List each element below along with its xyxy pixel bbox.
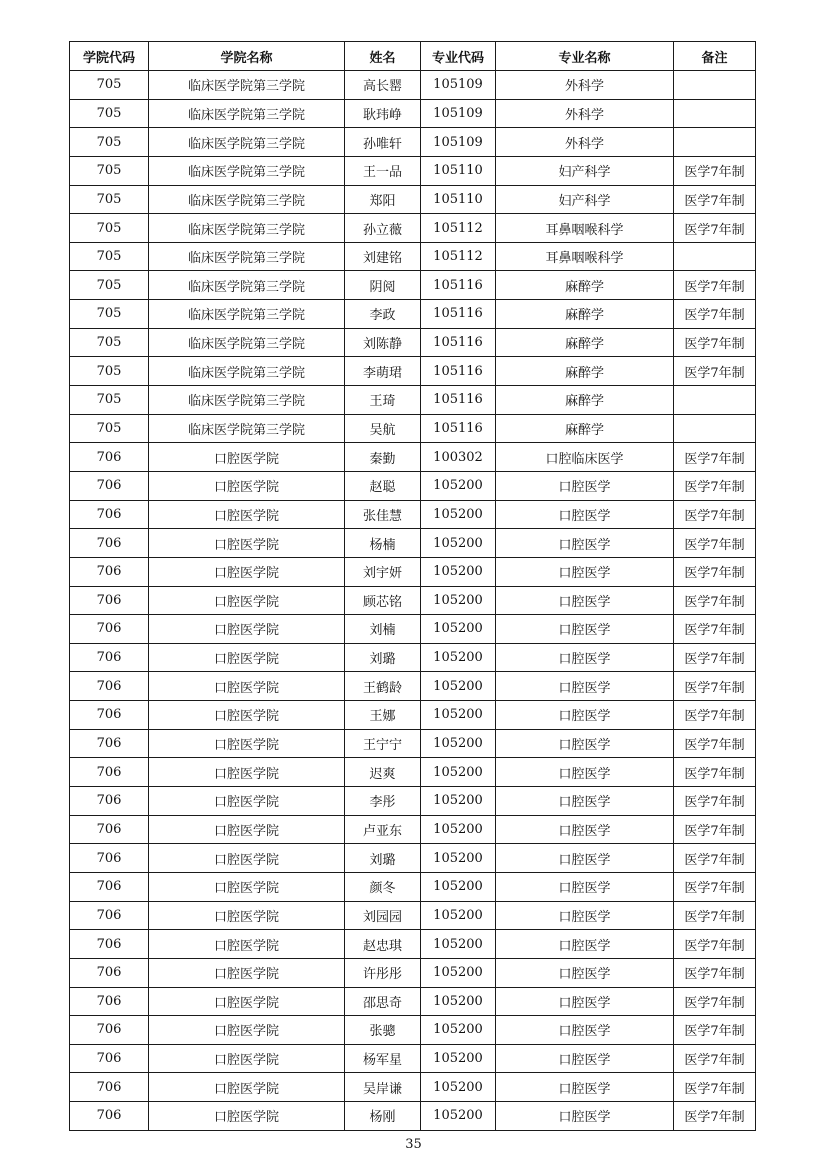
major-code-cell: 105200: [421, 787, 496, 816]
student-roster-table: [69, 41, 756, 1131]
major-code-cell: 105110: [421, 185, 496, 214]
student-name-cell: 孙唯轩: [345, 128, 421, 157]
remarks-cell: 医学7年制: [674, 987, 756, 1016]
major-code-cell: 105200: [421, 815, 496, 844]
major-code-cell: 100302: [421, 443, 496, 472]
college-name-cell: 临床医学院第三学院: [149, 214, 345, 243]
college-name-cell: 口腔医学院: [149, 758, 345, 787]
college-code-cell: 705: [70, 271, 149, 300]
student-name-cell: 杨军星: [345, 1044, 421, 1073]
major-name-cell: 口腔医学: [496, 586, 674, 615]
college-code-cell: 706: [70, 758, 149, 787]
college-name-cell: 口腔医学院: [149, 901, 345, 930]
college-name-cell: 口腔医学院: [149, 987, 345, 1016]
remarks-cell: 医学7年制: [674, 615, 756, 644]
college-code-cell: 706: [70, 500, 149, 529]
remarks-cell: 医学7年制: [674, 357, 756, 386]
student-name-cell: 赵聪: [345, 471, 421, 500]
major-name-cell: 外科学: [496, 128, 674, 157]
college-name-cell: 临床医学院第三学院: [149, 271, 345, 300]
remarks-cell: 医学7年制: [674, 672, 756, 701]
table-row: [70, 128, 756, 157]
major-name-cell: 耳鼻咽喉科学: [496, 242, 674, 271]
college-name-cell: 临床医学院第三学院: [149, 185, 345, 214]
table-row: [70, 1044, 756, 1073]
student-name-cell: 张佳慧: [345, 500, 421, 529]
remarks-cell: 医学7年制: [674, 214, 756, 243]
remarks-cell: 医学7年制: [674, 500, 756, 529]
remarks-cell: [674, 386, 756, 415]
student-name-cell: 张骢: [345, 1016, 421, 1045]
major-code-cell: 105109: [421, 99, 496, 128]
college-code-cell: 705: [70, 386, 149, 415]
college-name-cell: 口腔医学院: [149, 1102, 345, 1131]
remarks-cell: 医学7年制: [674, 1044, 756, 1073]
college-code-cell: 705: [70, 242, 149, 271]
remarks-cell: 医学7年制: [674, 729, 756, 758]
college-code-cell: 705: [70, 128, 149, 157]
major-name-cell: 口腔医学: [496, 672, 674, 701]
remarks-cell: 医学7年制: [674, 901, 756, 930]
header-major-code: 专业代码: [421, 42, 496, 71]
college-code-cell: 706: [70, 958, 149, 987]
college-name-cell: 口腔医学院: [149, 471, 345, 500]
college-name-cell: 口腔医学院: [149, 1073, 345, 1102]
major-name-cell: 口腔医学: [496, 844, 674, 873]
college-code-cell: 705: [70, 328, 149, 357]
college-name-cell: 临床医学院第三学院: [149, 99, 345, 128]
college-name-cell: 口腔医学院: [149, 500, 345, 529]
college-name-cell: 口腔医学院: [149, 615, 345, 644]
remarks-cell: 医学7年制: [674, 156, 756, 185]
college-name-cell: 临床医学院第三学院: [149, 386, 345, 415]
student-name-cell: 颜冬: [345, 872, 421, 901]
major-code-cell: 105116: [421, 271, 496, 300]
college-name-cell: 临床医学院第三学院: [149, 71, 345, 100]
table-row: [70, 443, 756, 472]
remarks-cell: 医学7年制: [674, 557, 756, 586]
major-code-cell: 105116: [421, 414, 496, 443]
student-name-cell: 王琦: [345, 386, 421, 415]
remarks-cell: 医学7年制: [674, 844, 756, 873]
college-code-cell: 705: [70, 71, 149, 100]
major-code-cell: 105200: [421, 729, 496, 758]
major-name-cell: 妇产科学: [496, 185, 674, 214]
college-code-cell: 706: [70, 787, 149, 816]
college-code-cell: 706: [70, 844, 149, 873]
table-header: [70, 42, 756, 71]
major-code-cell: 105200: [421, 901, 496, 930]
header-college-code: 学院代码: [70, 42, 149, 71]
remarks-cell: 医学7年制: [674, 872, 756, 901]
table-row: [70, 557, 756, 586]
table-row: [70, 529, 756, 558]
college-name-cell: 临床医学院第三学院: [149, 328, 345, 357]
college-code-cell: 706: [70, 443, 149, 472]
student-name-cell: 秦勤: [345, 443, 421, 472]
college-code-cell: 706: [70, 615, 149, 644]
major-code-cell: 105200: [421, 844, 496, 873]
major-name-cell: 口腔医学: [496, 557, 674, 586]
college-name-cell: 口腔医学院: [149, 1044, 345, 1073]
major-code-cell: 105200: [421, 987, 496, 1016]
table-row: [70, 300, 756, 329]
student-name-cell: 吴航: [345, 414, 421, 443]
college-name-cell: 临床医学院第三学院: [149, 156, 345, 185]
major-code-cell: 105200: [421, 930, 496, 959]
college-name-cell: 口腔医学院: [149, 643, 345, 672]
college-code-cell: 705: [70, 300, 149, 329]
college-code-cell: 706: [70, 672, 149, 701]
college-name-cell: 临床医学院第三学院: [149, 242, 345, 271]
student-name-cell: 高长罂: [345, 71, 421, 100]
major-name-cell: 妇产科学: [496, 156, 674, 185]
major-name-cell: 麻醉学: [496, 300, 674, 329]
table-row: [70, 99, 756, 128]
major-code-cell: 105200: [421, 672, 496, 701]
college-code-cell: 706: [70, 987, 149, 1016]
student-name-cell: 王宁宁: [345, 729, 421, 758]
major-name-cell: 口腔临床医学: [496, 443, 674, 472]
remarks-cell: [674, 414, 756, 443]
table-row: [70, 901, 756, 930]
table-row: [70, 930, 756, 959]
table-row: [70, 214, 756, 243]
major-name-cell: 麻醉学: [496, 271, 674, 300]
remarks-cell: 医学7年制: [674, 185, 756, 214]
major-code-cell: 105200: [421, 643, 496, 672]
major-code-cell: 105200: [421, 529, 496, 558]
student-name-cell: 王娜: [345, 701, 421, 730]
table-body: [70, 71, 756, 1131]
remarks-cell: 医学7年制: [674, 586, 756, 615]
table-row: [70, 844, 756, 873]
major-code-cell: 105200: [421, 586, 496, 615]
remarks-cell: 医学7年制: [674, 758, 756, 787]
student-name-cell: 刘陈静: [345, 328, 421, 357]
student-name-cell: 杨楠: [345, 529, 421, 558]
major-name-cell: 口腔医学: [496, 987, 674, 1016]
student-name-cell: 杨刚: [345, 1102, 421, 1131]
college-name-cell: 口腔医学院: [149, 557, 345, 586]
college-code-cell: 705: [70, 214, 149, 243]
college-code-cell: 706: [70, 1073, 149, 1102]
major-name-cell: 耳鼻咽喉科学: [496, 214, 674, 243]
college-code-cell: 706: [70, 471, 149, 500]
table-row: [70, 987, 756, 1016]
table-row: [70, 815, 756, 844]
college-code-cell: 705: [70, 414, 149, 443]
student-name-cell: 迟爽: [345, 758, 421, 787]
major-code-cell: 105200: [421, 500, 496, 529]
remarks-cell: [674, 71, 756, 100]
major-name-cell: 麻醉学: [496, 357, 674, 386]
table-row: [70, 386, 756, 415]
remarks-cell: 医学7年制: [674, 1073, 756, 1102]
table-row: [70, 471, 756, 500]
college-name-cell: 临床医学院第三学院: [149, 128, 345, 157]
remarks-cell: 医学7年制: [674, 1102, 756, 1131]
header-remarks: 备注: [674, 42, 756, 71]
table-row: [70, 500, 756, 529]
header-major-name: 专业名称: [496, 42, 674, 71]
major-name-cell: 口腔医学: [496, 1102, 674, 1131]
remarks-cell: 医学7年制: [674, 471, 756, 500]
college-name-cell: 临床医学院第三学院: [149, 414, 345, 443]
remarks-cell: 医学7年制: [674, 300, 756, 329]
table-row: [70, 242, 756, 271]
major-code-cell: 105200: [421, 872, 496, 901]
college-code-cell: 705: [70, 99, 149, 128]
major-name-cell: 口腔医学: [496, 500, 674, 529]
header-student-name: 姓名: [345, 42, 421, 71]
college-code-cell: 706: [70, 1016, 149, 1045]
college-name-cell: 临床医学院第三学院: [149, 357, 345, 386]
major-code-cell: 105200: [421, 958, 496, 987]
remarks-cell: 医学7年制: [674, 529, 756, 558]
college-name-cell: 口腔医学院: [149, 443, 345, 472]
college-code-cell: 706: [70, 529, 149, 558]
college-code-cell: 706: [70, 815, 149, 844]
student-name-cell: 刘建铭: [345, 242, 421, 271]
college-name-cell: 口腔医学院: [149, 529, 345, 558]
major-code-cell: 105200: [421, 471, 496, 500]
student-name-cell: 耿玮峥: [345, 99, 421, 128]
student-name-cell: 刘璐: [345, 844, 421, 873]
table-row: [70, 71, 756, 100]
table-row: [70, 787, 756, 816]
table-row: [70, 643, 756, 672]
student-name-cell: 孙立薇: [345, 214, 421, 243]
major-name-cell: 外科学: [496, 71, 674, 100]
college-code-cell: 706: [70, 557, 149, 586]
table-row: [70, 586, 756, 615]
table-row: [70, 758, 756, 787]
major-name-cell: 口腔医学: [496, 787, 674, 816]
table-row: [70, 185, 756, 214]
table-row: [70, 672, 756, 701]
major-name-cell: 外科学: [496, 99, 674, 128]
college-name-cell: 口腔医学院: [149, 787, 345, 816]
major-name-cell: 口腔医学: [496, 872, 674, 901]
major-code-cell: 105200: [421, 1016, 496, 1045]
major-name-cell: 麻醉学: [496, 328, 674, 357]
header-college-name: 学院名称: [149, 42, 345, 71]
major-code-cell: 105200: [421, 1102, 496, 1131]
major-name-cell: 麻醉学: [496, 414, 674, 443]
remarks-cell: 医学7年制: [674, 958, 756, 987]
table-row: [70, 729, 756, 758]
table-row: [70, 872, 756, 901]
table-row: [70, 328, 756, 357]
major-name-cell: 口腔医学: [496, 529, 674, 558]
remarks-cell: 医学7年制: [674, 328, 756, 357]
table-row: [70, 271, 756, 300]
student-name-cell: 许彤彤: [345, 958, 421, 987]
major-code-cell: 105200: [421, 701, 496, 730]
student-name-cell: 吴岸谦: [345, 1073, 421, 1102]
college-name-cell: 口腔医学院: [149, 872, 345, 901]
college-code-cell: 706: [70, 701, 149, 730]
table-row: [70, 357, 756, 386]
major-name-cell: 口腔医学: [496, 1044, 674, 1073]
student-name-cell: 刘宇妍: [345, 557, 421, 586]
college-code-cell: 706: [70, 1102, 149, 1131]
remarks-cell: [674, 99, 756, 128]
table-row: [70, 1073, 756, 1102]
major-code-cell: 105116: [421, 328, 496, 357]
remarks-cell: [674, 242, 756, 271]
college-code-cell: 706: [70, 930, 149, 959]
major-code-cell: 105200: [421, 1044, 496, 1073]
major-name-cell: 口腔医学: [496, 643, 674, 672]
college-code-cell: 705: [70, 185, 149, 214]
college-code-cell: 706: [70, 901, 149, 930]
table-row: [70, 958, 756, 987]
college-name-cell: 口腔医学院: [149, 815, 345, 844]
student-name-cell: 郑阳: [345, 185, 421, 214]
major-code-cell: 105200: [421, 615, 496, 644]
student-name-cell: 王一品: [345, 156, 421, 185]
remarks-cell: 医学7年制: [674, 930, 756, 959]
major-name-cell: 口腔医学: [496, 471, 674, 500]
major-code-cell: 105116: [421, 386, 496, 415]
major-code-cell: 105200: [421, 1073, 496, 1102]
major-code-cell: 105116: [421, 300, 496, 329]
major-name-cell: 口腔医学: [496, 815, 674, 844]
remarks-cell: [674, 128, 756, 157]
college-code-cell: 706: [70, 1044, 149, 1073]
table-row: [70, 1016, 756, 1045]
college-name-cell: 口腔医学院: [149, 844, 345, 873]
college-code-cell: 706: [70, 729, 149, 758]
student-name-cell: 顾芯铭: [345, 586, 421, 615]
major-code-cell: 105109: [421, 71, 496, 100]
major-name-cell: 口腔医学: [496, 1073, 674, 1102]
student-name-cell: 阴阅: [345, 271, 421, 300]
student-name-cell: 李萌珺: [345, 357, 421, 386]
major-code-cell: 105116: [421, 357, 496, 386]
major-code-cell: 105112: [421, 242, 496, 271]
college-name-cell: 口腔医学院: [149, 930, 345, 959]
college-name-cell: 口腔医学院: [149, 586, 345, 615]
table-row: [70, 615, 756, 644]
major-code-cell: 105112: [421, 214, 496, 243]
table-row: [70, 1102, 756, 1131]
major-name-cell: 口腔医学: [496, 729, 674, 758]
remarks-cell: 医学7年制: [674, 815, 756, 844]
student-name-cell: 刘楠: [345, 615, 421, 644]
college-name-cell: 口腔医学院: [149, 701, 345, 730]
major-name-cell: 麻醉学: [496, 386, 674, 415]
major-code-cell: 105200: [421, 758, 496, 787]
major-code-cell: 105110: [421, 156, 496, 185]
page-number: 35: [405, 1137, 422, 1152]
major-code-cell: 105109: [421, 128, 496, 157]
college-code-cell: 706: [70, 643, 149, 672]
student-name-cell: 刘园园: [345, 901, 421, 930]
student-name-cell: 王鹤龄: [345, 672, 421, 701]
college-code-cell: 706: [70, 586, 149, 615]
remarks-cell: 医学7年制: [674, 643, 756, 672]
major-name-cell: 口腔医学: [496, 615, 674, 644]
college-code-cell: 705: [70, 156, 149, 185]
major-name-cell: 口腔医学: [496, 758, 674, 787]
major-name-cell: 口腔医学: [496, 901, 674, 930]
student-name-cell: 李政: [345, 300, 421, 329]
major-name-cell: 口腔医学: [496, 701, 674, 730]
remarks-cell: 医学7年制: [674, 443, 756, 472]
college-name-cell: 临床医学院第三学院: [149, 300, 345, 329]
major-name-cell: 口腔医学: [496, 930, 674, 959]
remarks-cell: 医学7年制: [674, 1016, 756, 1045]
table-row: [70, 414, 756, 443]
college-code-cell: 705: [70, 357, 149, 386]
college-name-cell: 口腔医学院: [149, 1016, 345, 1045]
student-name-cell: 刘璐: [345, 643, 421, 672]
major-name-cell: 口腔医学: [496, 1016, 674, 1045]
student-name-cell: 李彤: [345, 787, 421, 816]
college-name-cell: 口腔医学院: [149, 958, 345, 987]
college-code-cell: 706: [70, 872, 149, 901]
student-name-cell: 邵思奇: [345, 987, 421, 1016]
header-row: [70, 42, 756, 71]
student-name-cell: 赵忠琪: [345, 930, 421, 959]
student-name-cell: 卢亚东: [345, 815, 421, 844]
college-name-cell: 口腔医学院: [149, 672, 345, 701]
remarks-cell: 医学7年制: [674, 787, 756, 816]
remarks-cell: 医学7年制: [674, 701, 756, 730]
remarks-cell: 医学7年制: [674, 271, 756, 300]
table-row: [70, 156, 756, 185]
table-row: [70, 701, 756, 730]
college-name-cell: 口腔医学院: [149, 729, 345, 758]
major-name-cell: 口腔医学: [496, 958, 674, 987]
major-code-cell: 105200: [421, 557, 496, 586]
